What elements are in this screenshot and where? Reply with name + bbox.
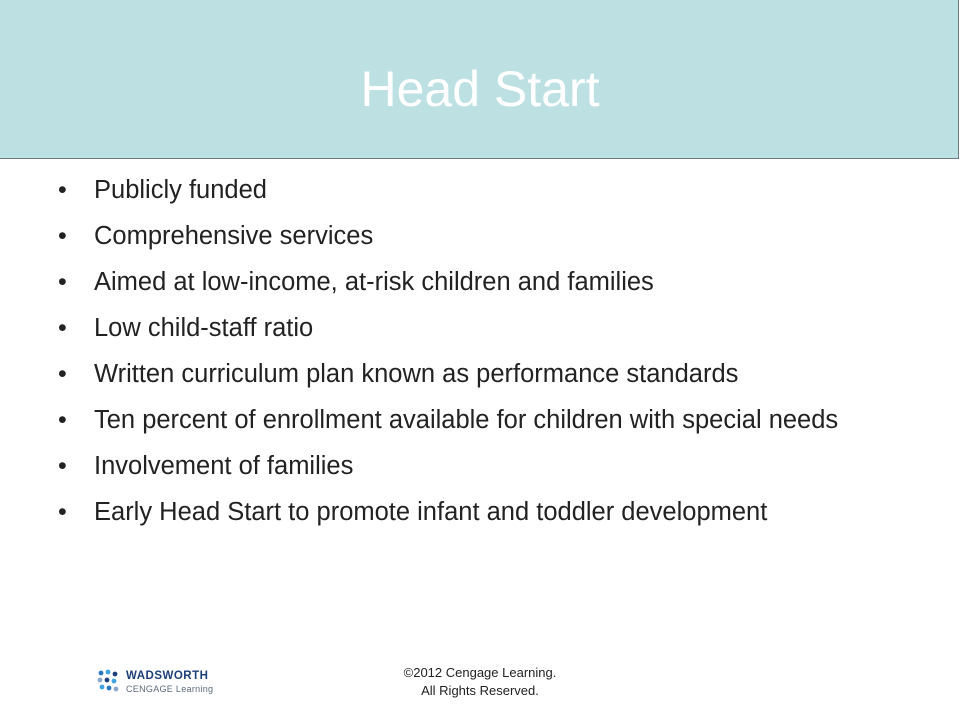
wadsworth-dots-logo-icon — [96, 668, 122, 696]
slide-title: Head Start — [360, 61, 600, 117]
bullet-text: Written curriculum plan known as performance standards — [94, 360, 739, 388]
copyright-line: ©2012 Cengage Learning. — [403, 665, 557, 680]
bullet-item — [0, 173, 854, 208]
bullet-text: Publicly funded — [94, 176, 267, 204]
bullet-icon: • — [58, 406, 67, 434]
copyright-notice — [330, 664, 630, 700]
bullet-text: Aimed at low-income, at-risk children and families — [94, 268, 654, 296]
bullet-item — [0, 449, 854, 484]
bullet-icon: • — [58, 314, 67, 342]
bullet-item — [0, 265, 854, 300]
logo-subtitle: CENGAGE Learning — [126, 684, 214, 694]
bullet-item — [0, 495, 854, 530]
bullet-item — [0, 403, 854, 438]
bullet-list — [0, 173, 960, 541]
bullet-icon: • — [58, 360, 67, 388]
bullet-icon: • — [58, 268, 67, 296]
bullet-icon: • — [58, 176, 67, 204]
bullet-text: Ten percent of enrollment available for children with special needs — [94, 406, 839, 434]
bullet-item — [0, 219, 854, 254]
publisher-logo — [96, 668, 236, 698]
bullet-icon: • — [58, 498, 67, 526]
bullet-text: Comprehensive services — [94, 222, 374, 250]
bullet-text: Involvement of families — [94, 452, 354, 480]
bullet-text: Early Head Start to promote infant and toddler development — [94, 498, 768, 526]
title-banner — [0, 0, 959, 159]
bullet-text: Low child-staff ratio — [94, 314, 314, 342]
bullet-item — [0, 357, 854, 392]
bullet-icon: • — [58, 222, 67, 250]
rights-line: All Rights Reserved. — [421, 683, 539, 698]
logo-wordmark: WADSWORTH — [126, 670, 209, 682]
bullet-icon: • — [58, 452, 67, 480]
bullet-item — [0, 311, 854, 346]
